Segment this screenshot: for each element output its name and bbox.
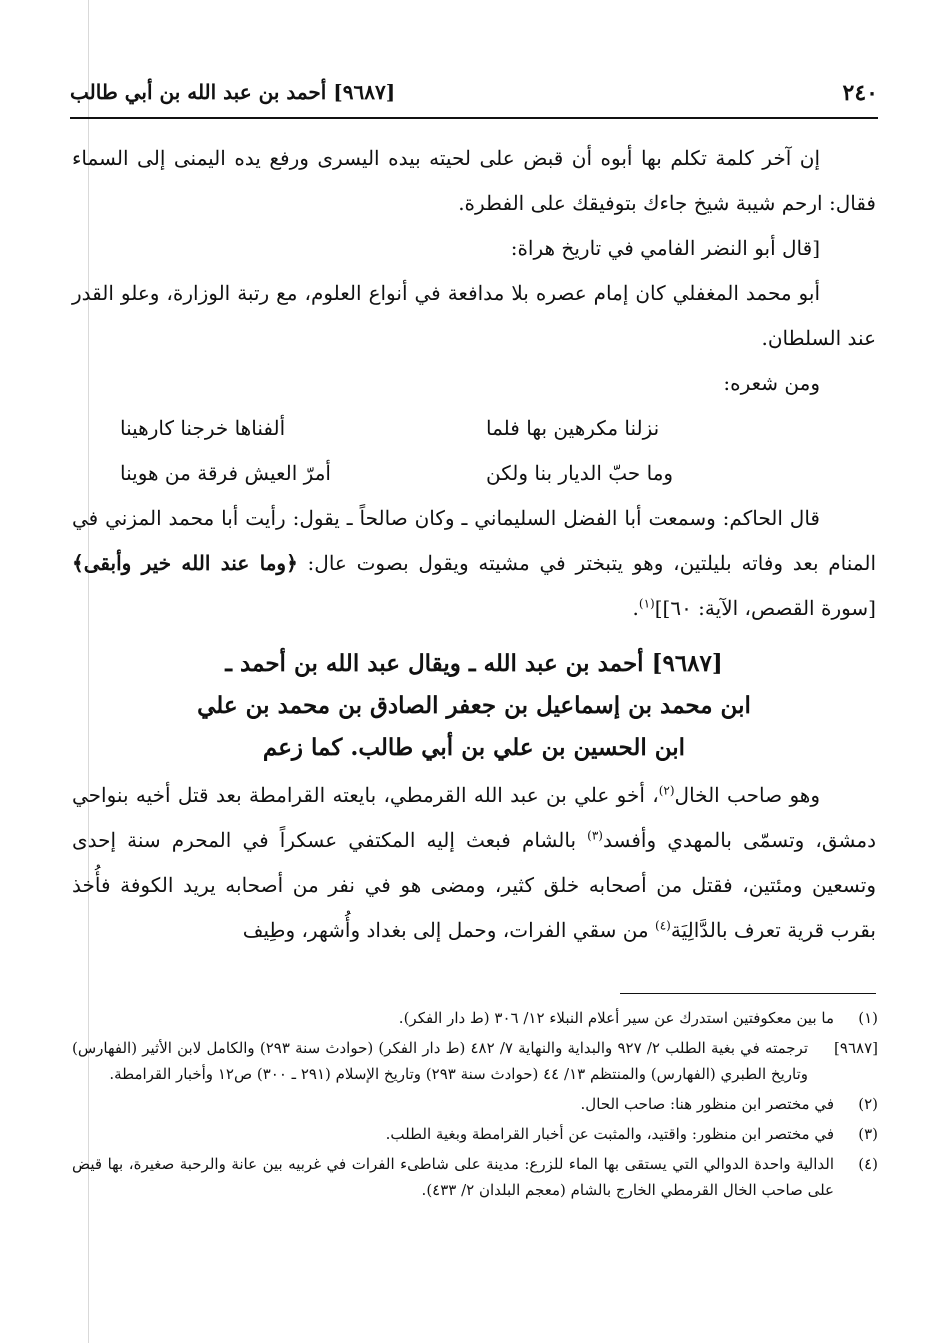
entry-heading-line: ابن الحسين بن علي بن أبي طالب. كما زعم (262, 734, 686, 761)
footnotes (72, 1005, 878, 1207)
text-run: بالشام فبعث إليه المكتفي عسكراً في المحرم سنة إحدى وتسعين ومئتين، فقتل من أصحابه خلق كثير، ومضى هو في نفر من أصحابه يريد الكوفة فأُخذ بقرب قرية تعرف بالدَّالِيَة (72, 828, 876, 942)
verse-hemistich: وما حبّ الديار بنا ولكن (486, 461, 674, 485)
footnote-number: (٢) (858, 1095, 878, 1113)
footnote-text: في مختصر ابن منظور: واقتيد، والمثبت عن أخبار القرامطة وبغية الطلب. (385, 1125, 834, 1143)
footnote (72, 1151, 878, 1203)
footnote-number: (٤) (858, 1155, 878, 1173)
footnote-ref[interactable]: (١) (638, 596, 655, 611)
footnote-text: الدالية واحدة الدوالي التي يستقى بها الماء للزرع: مدينة على شاطىء الفرات في غربيه بين عانة والرحبة صغيرة، بها قيض على صاحب الخال القرمطي الخارج بالشام (معجم البلدان ٢/ ٤٣٣). (72, 1155, 834, 1199)
page-header (70, 78, 878, 114)
footnote-text: ما بين معكوفتين استدرك عن سير أعلام النبلاء ١٢/ ٣٠٦ (ط دار الفكر). (398, 1009, 834, 1027)
page-number: ٢٤٠ (842, 80, 878, 106)
footnote-text: في مختصر ابن منظور هنا: صاحب الحال. (580, 1095, 834, 1113)
header-rule (70, 117, 878, 119)
verse-hemistich: نزلنا مكرهين بها فلما (486, 416, 660, 440)
paragraph: إن آخر كلمة تكلم بها أبوه أن قبض على لحيته بيده اليسرى ورفع يده اليمنى إلى السماء فقال: ارحم شيبة شيخ جاءك بتوفيقك على الفطرة. (72, 146, 876, 215)
footnote-number: [٩٦٨٧] (834, 1039, 878, 1057)
main-text (72, 136, 876, 953)
footnote-text: ترجمته في بغية الطلب ٢/ ٩٢٧ والبداية والنهاية ٧/ ٤٨٢ (ط دار الفكر) (حوادث سنة ٢٩٣) والكامل لابن الأثير (الفهارس) وتاريخ الطبري (الفهارس) والمنتظم ١٣/ ٤٤ (حوادث سنة ٢٩٣) وتاريخ الإسلام (٢٩١ ـ ٣٠٠) ص١٢ وأخبار القرامطة. (72, 1039, 808, 1083)
footnote-number: (٣) (858, 1125, 878, 1143)
paragraph: أبو محمد المغفلي كان إمام عصره بلا مدافعة في أنواع العلوم، مع رتبة الوزارة، وعلو القدر عند السلطان. (72, 281, 876, 350)
footnote-ref[interactable]: (٤) (655, 918, 671, 933)
text-run: [سورة القصص، الآية: ٦٠]] (654, 596, 876, 620)
footnote (72, 1035, 878, 1087)
footnote-number: (١) (858, 1009, 878, 1027)
footnote-rule (620, 993, 876, 994)
poem (72, 406, 876, 496)
poem-intro: ومن شعره: (723, 371, 820, 395)
footnote-ref[interactable]: (٣) (587, 828, 603, 843)
verse-hemistich: ألفناها خرجنا كارهينا (120, 416, 286, 440)
footnote (72, 1091, 878, 1117)
text-run: من سقي الفرات، وحمل إلى بغداد وأُشهر، وطِيف (242, 918, 656, 942)
paragraph: [قال أبو النضر الفامي في تاريخ هراة: (510, 236, 820, 260)
paragraph (72, 496, 876, 631)
verse-hemistich: أمرّ العيش فرقة من هوينا (120, 461, 331, 485)
footnote (72, 1005, 878, 1031)
quran-quote: ﴿وما عند الله خير وأبقى﴾ (72, 551, 298, 575)
entry-heading-line: ابن محمد بن إسماعيل بن جعفر الصادق بن محمد بن علي (197, 692, 751, 719)
entry-heading-line: [٩٦٨٧] أحمد بن عبد الله ـ ويقال عبد الله بن أحمد ـ (225, 650, 723, 677)
text-run: . (632, 596, 639, 620)
footnote-ref[interactable]: (٢) (658, 783, 675, 798)
entry-heading (72, 643, 876, 769)
footnote (72, 1121, 878, 1147)
text-run: ، أخو علي بن عبد الله القرمطي، بايعته القرامطة بعد قتل أخيه بنواحي دمشق، وتسمّى بالمهدي وأفسد (72, 783, 876, 852)
paragraph (72, 773, 876, 953)
poem-verse (72, 451, 876, 496)
running-title: [٩٦٨٧] أحمد بن عبد الله بن أبي طالب (70, 80, 396, 104)
poem-verse (72, 406, 876, 451)
text-run: وهو صاحب الخال (674, 783, 820, 807)
text-run: قال الحاكم: وسمعت أبا الفضل السليماني ـ وكان صالحاً ـ يقول: رأيت أبا محمد المزني في المنام بعد وفاته بليلتين، وهو يتبختر في مشيته ويقول بصوت عال: (72, 506, 876, 575)
